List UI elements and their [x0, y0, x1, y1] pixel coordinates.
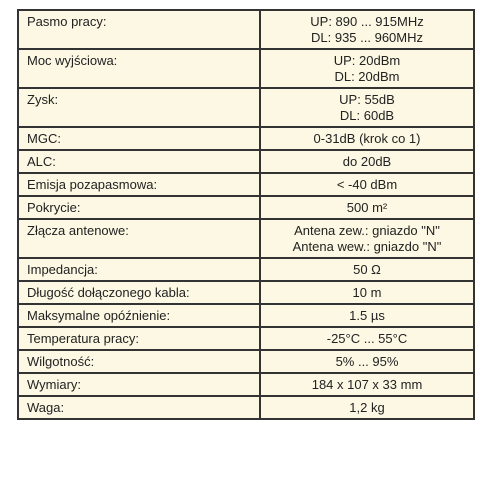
spec-row-dimensions [18, 373, 474, 396]
spec-value-line: UP: 20dBm [333, 53, 401, 68]
spec-label: Długość dołączonego kabla: [18, 281, 260, 304]
spec-value-line: DL: 60dB [339, 108, 395, 123]
spec-value [260, 49, 474, 88]
spec-label: Pokrycie: [18, 196, 260, 219]
spec-label: ALC: [18, 150, 260, 173]
spec-value: < -40 dBm [260, 173, 474, 196]
spec-value: 1.5 µs [260, 304, 474, 327]
spec-row-cable-length [18, 281, 474, 304]
spec-value-line: Antena wew.: gniazdo "N" [292, 239, 442, 254]
spec-row-gain [18, 88, 474, 127]
spec-value-line: Antena zew.: gniazdo "N" [294, 223, 440, 238]
spec-value-line: DL: 935 ... 960MHz [311, 30, 423, 45]
spec-row-operating-temperature [18, 327, 474, 350]
spec-row-weight [18, 396, 474, 419]
spec-value: 1,2 kg [260, 396, 474, 419]
spec-value-line: DL: 20dBm [334, 69, 400, 84]
specification-table [17, 9, 475, 420]
spec-value: 5% ... 95% [260, 350, 474, 373]
spec-label: Emisja pozapasmowa: [18, 173, 260, 196]
spec-label: Zysk: [18, 88, 260, 127]
spec-row-mgc [18, 127, 474, 150]
spec-row-max-delay [18, 304, 474, 327]
spec-value [260, 10, 474, 49]
spec-label: Waga: [18, 396, 260, 419]
spec-value-line: UP: 55dB [339, 92, 395, 107]
spec-row-coverage [18, 196, 474, 219]
spec-value [260, 219, 474, 258]
spec-value: 50 Ω [260, 258, 474, 281]
spec-label: MGC: [18, 127, 260, 150]
spec-row-antenna-connectors [18, 219, 474, 258]
spec-label: Maksymalne opóźnienie: [18, 304, 260, 327]
spec-row-impedance [18, 258, 474, 281]
spec-label: Temperatura pracy: [18, 327, 260, 350]
spec-row-frequency-band [18, 10, 474, 49]
spec-label: Złącza antenowe: [18, 219, 260, 258]
spec-value: 0-31dB (krok co 1) [260, 127, 474, 150]
spec-value-line: UP: 890 ... 915MHz [310, 14, 424, 29]
spec-value: 10 m [260, 281, 474, 304]
spec-row-spurious-emission [18, 173, 474, 196]
spec-value: 500 m² [260, 196, 474, 219]
spec-label: Wilgotność: [18, 350, 260, 373]
spec-label: Moc wyjściowa: [18, 49, 260, 88]
spec-value [260, 88, 474, 127]
spec-value: do 20dB [260, 150, 474, 173]
spec-label: Impedancja: [18, 258, 260, 281]
spec-label: Wymiary: [18, 373, 260, 396]
spec-row-alc [18, 150, 474, 173]
spec-value: -25°C ... 55°C [260, 327, 474, 350]
spec-row-output-power [18, 49, 474, 88]
spec-row-humidity [18, 350, 474, 373]
spec-label: Pasmo pracy: [18, 10, 260, 49]
spec-value: 184 x 107 x 33 mm [260, 373, 474, 396]
